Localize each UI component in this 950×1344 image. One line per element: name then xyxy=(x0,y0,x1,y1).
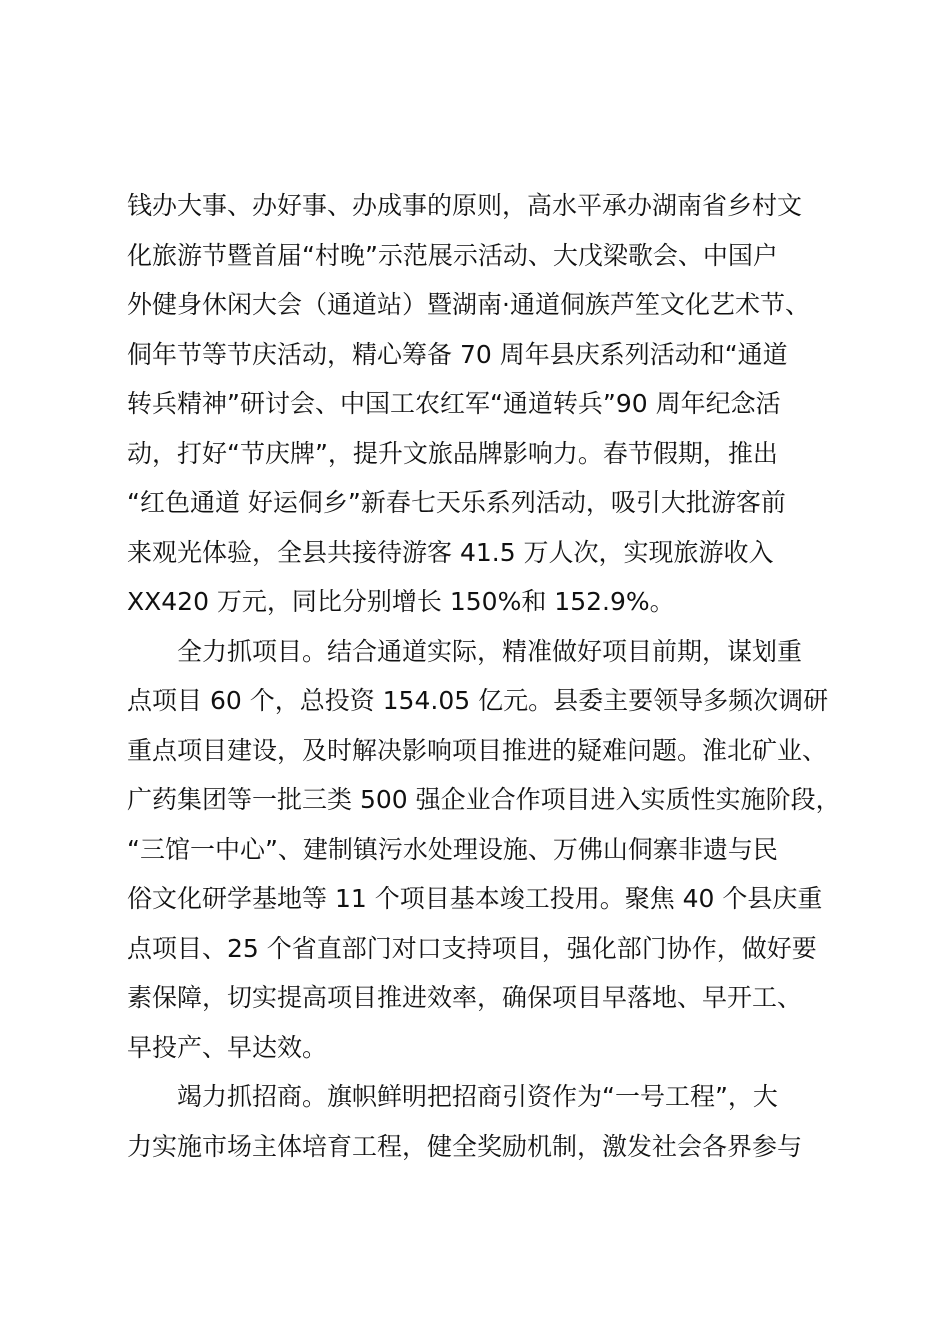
text-line: 转兵精神”研讨会、中国工农红军“通道转兵”90 周年纪念活 xyxy=(127,389,781,418)
text-line: 素保障，切实提高项目推进效率，确保项目早落地、早开工、 xyxy=(127,983,803,1012)
text-line: 化旅游节暨首届“村晚”示范展示活动、大戊梁歌会、中国户 xyxy=(127,240,778,270)
text-line: 重点项目建设，及时解决影响项目推进的疑难问题。淮北矿业、 xyxy=(127,735,828,765)
text-line: “三馆一中心”、建制镇污水处理设施、万佛山侗寨非遗与民 xyxy=(127,834,778,864)
body-text xyxy=(127,181,841,1171)
text-line: 外健身休闲大会（通道站）暨湖南·通道侗族芦笙文化艺术节、 xyxy=(127,290,810,319)
text-line: 广药集团等一批三类 500 强企业合作项目进入实质性实施阶段， xyxy=(127,785,841,814)
paragraph-start-line: 竭力抓招商。旗帜鲜明把招商引资作为“一号工程”，大 xyxy=(177,1082,778,1111)
text-line: 早投产、早达效。 xyxy=(127,1032,328,1062)
text-line: 俗文化研学基地等 11 个项目基本竣工投用。聚焦 40 个县庆重 xyxy=(127,884,823,913)
text-line: “红色通道 好运侗乡”新春七天乐系列活动，吸引大批游客前 xyxy=(127,488,786,517)
text-line: 点项目、25 个省直部门对口支持项目，强化部门协作，做好要 xyxy=(127,933,817,963)
text-line: 动，打好“节庆牌”，提升文旅品牌影响力。春节假期，推出 xyxy=(127,438,778,468)
paragraph-start-line: 全力抓项目。结合通道实际，精准做好项目前期，谋划重 xyxy=(177,636,803,666)
text-line: 点项目 60 个，总投资 154.05 亿元。县委主要领导多频次调研 xyxy=(127,686,829,715)
text-line: XX420 万元，同比分别增长 150%和 152.9%。 xyxy=(127,587,675,616)
text-line: 侗年节等节庆活动，精心筹备 70 周年县庆系列活动和“通道 xyxy=(127,339,788,369)
text-line: 钱办大事、办好事、办成事的原则，高水平承办湖南省乡村文 xyxy=(127,191,803,220)
text-line: 来观光体验，全县共接待游客 41.5 万人次，实现旅游收入 xyxy=(127,537,774,567)
text-line: 力实施市场主体培育工程，健全奖励机制，激发社会各界参与 xyxy=(127,1131,803,1161)
